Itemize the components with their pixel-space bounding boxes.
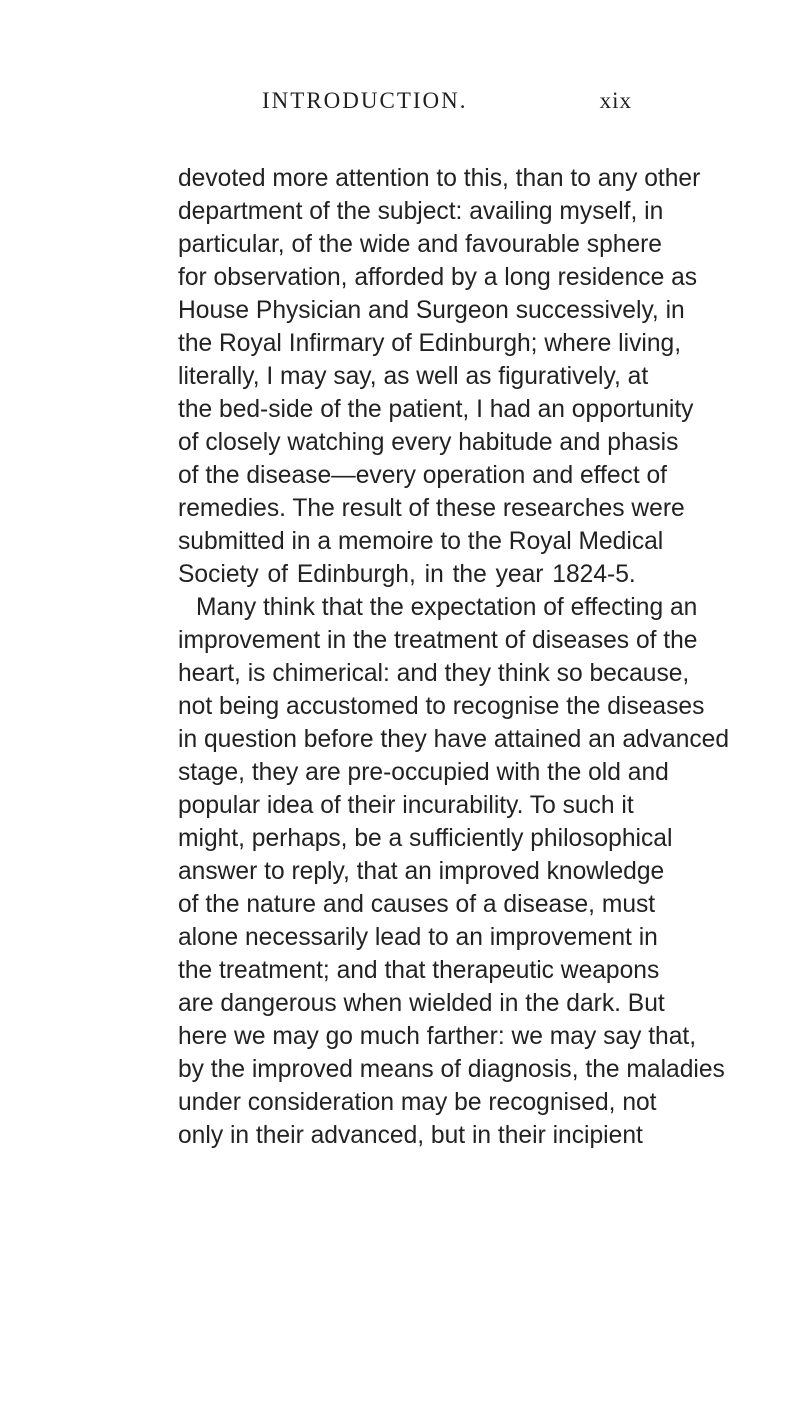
running-head-title: INTRODUCTION. bbox=[262, 88, 468, 113]
text-line: under consideration may be recognised, not bbox=[178, 1089, 657, 1116]
text-line: Many think that the expectation of effecting an bbox=[196, 594, 698, 621]
text-line: of the disease—every operation and effect of bbox=[178, 462, 668, 489]
text-line: not being accustomed to recognise the diseases bbox=[178, 693, 705, 720]
text-line: for observation, afforded by a long residence as bbox=[178, 264, 698, 291]
text-line: improvement in the treatment of diseases of the bbox=[178, 627, 698, 654]
text-line: of the nature and causes of a disease, must bbox=[178, 891, 656, 918]
text-line: remedies. The result of these researches were bbox=[178, 495, 685, 522]
text-line: the treatment; and that therapeutic weapons bbox=[178, 957, 660, 984]
text-line: devoted more attention to this, than to any other bbox=[178, 165, 701, 192]
text-line: the Royal Infirmary of Edinburgh; where living, bbox=[178, 330, 682, 357]
text-line: department of the subject: availing myself, in bbox=[178, 198, 664, 225]
text-line: the bed-side of the patient, I had an opportunity bbox=[178, 396, 694, 423]
text-line: of closely watching every habitude and phasis bbox=[178, 429, 679, 456]
text-line: alone necessarily lead to an improvement in bbox=[178, 924, 658, 951]
text-line: heart, is chimerical: and they think so because, bbox=[178, 660, 690, 687]
text-line: submitted in a memoire to the Royal Medical bbox=[178, 528, 664, 555]
text-line: here we may go much farther: we may say that, bbox=[178, 1023, 697, 1050]
text-line: in question before they have attained an advanced bbox=[178, 726, 730, 753]
text-line: popular idea of their incurability. To such it bbox=[178, 792, 634, 819]
text-line: might, perhaps, be a sufficiently philosophical bbox=[178, 825, 673, 852]
running-head bbox=[262, 88, 632, 120]
text-line: are dangerous when wielded in the dark. But bbox=[178, 990, 665, 1017]
text-line: House Physician and Surgeon successively, in bbox=[178, 297, 685, 324]
text-line: particular, of the wide and favourable sphere bbox=[178, 231, 662, 258]
text-line: only in their advanced, but in their incipient bbox=[178, 1122, 643, 1149]
text-line: literally, I may say, as well as figuratively, at bbox=[178, 363, 649, 390]
text-line: by the improved means of diagnosis, the maladies bbox=[178, 1056, 725, 1083]
text-line: stage, they are pre-occupied with the old and bbox=[178, 759, 669, 786]
text-line: answer to reply, that an improved knowledge bbox=[178, 858, 665, 885]
page-number: xix bbox=[599, 88, 632, 113]
text-line: Society of Edinburgh, in the year 1824-5. bbox=[178, 561, 636, 588]
